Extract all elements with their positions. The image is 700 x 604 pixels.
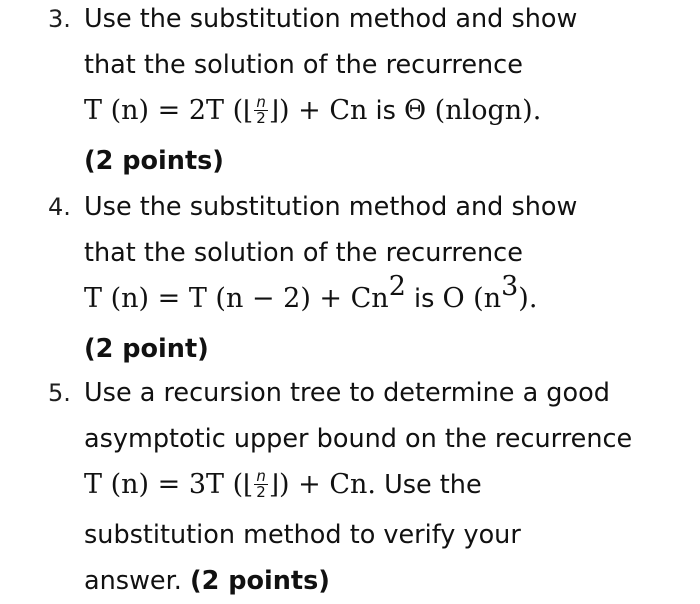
- fraction-denominator: 2: [256, 108, 266, 127]
- equation-rhs: ) + Cn.: [279, 469, 376, 500]
- equation-rhs: ) + Cn: [279, 95, 368, 126]
- points-label: (2 point): [84, 334, 209, 364]
- problem-text-line: that the solution of the recurrence: [84, 50, 523, 80]
- answer-word: answer.: [84, 566, 182, 596]
- problem-number: 5.: [48, 379, 71, 407]
- connector-word: is: [375, 96, 396, 126]
- equation-lhs: T (n) = 3T (: [84, 469, 244, 500]
- recurrence-equation: [84, 88, 541, 134]
- fraction-numerator: n: [254, 95, 268, 111]
- floor-close: ⌋: [268, 470, 279, 500]
- asymptotic-bound: Θ (nlogn).: [403, 95, 542, 126]
- floor-open: ⌊: [243, 96, 254, 126]
- problem-number: 3.: [48, 5, 71, 33]
- problem-text-line: Use the substitution method and show: [84, 192, 578, 222]
- problem-text-line: that the solution of the recurrence: [84, 238, 523, 268]
- floor-close: ⌋: [268, 96, 279, 126]
- problem-text-line: substitution method to verify your: [84, 520, 521, 550]
- points-label: (2 points): [84, 146, 224, 176]
- problem-text-line: Use a recursion tree to determine a good: [84, 378, 610, 408]
- connector-word: is: [413, 284, 435, 314]
- equation-lhs: T (n) = 2T (: [84, 95, 244, 126]
- bound-suffix: ).: [518, 283, 538, 314]
- problem-text-line: asymptotic upper bound on the recurrence: [84, 424, 633, 454]
- equation-main: T (n) = T (n − 2) + Cn: [84, 283, 389, 314]
- problem-text-line: Use the substitution method and show: [84, 4, 578, 34]
- fraction-numerator: n: [254, 469, 268, 485]
- problem-number: 4.: [48, 193, 71, 221]
- problem-final-line: [84, 558, 330, 604]
- floor-open: ⌊: [243, 470, 254, 500]
- recurrence-equation: [84, 462, 482, 508]
- bound-prefix: O (n: [442, 283, 502, 314]
- trailing-text: Use the: [384, 470, 482, 500]
- fraction: [254, 466, 268, 501]
- bound-exponent: 3: [501, 271, 519, 302]
- fraction-denominator: 2: [256, 482, 266, 501]
- recurrence-equation: [84, 271, 538, 322]
- equation-exponent: 2: [388, 271, 406, 302]
- points-label: (2 points): [189, 566, 330, 596]
- fraction: [254, 92, 268, 127]
